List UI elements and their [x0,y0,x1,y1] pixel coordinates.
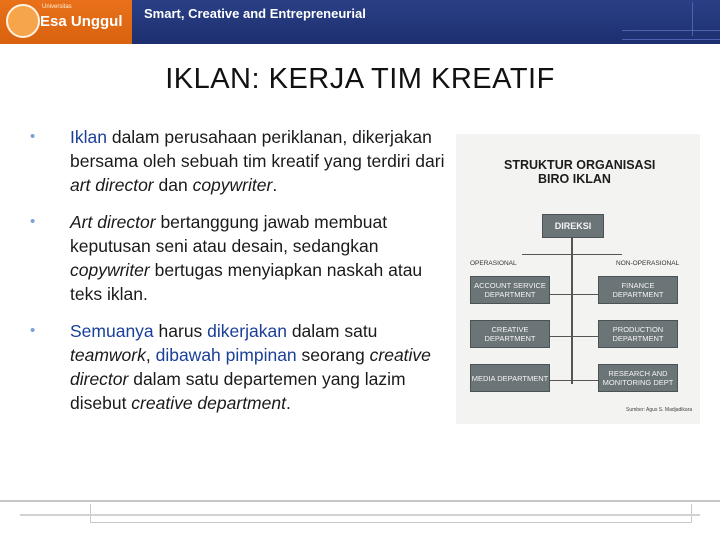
bullet-text-segment: dan [153,175,193,195]
footer-rule-lower [20,514,700,516]
bullet-text-segment: dikerjakan [207,321,287,341]
org-source: Sumber: Agus S. Madjadikara [626,407,693,413]
bullet-text-segment: . [272,175,278,195]
org-chart-title [504,158,655,186]
bullet-item [30,210,450,306]
bullet-text-segment: bertugas menyiapkan naskah atau teks iklan. [70,260,423,304]
org-chart-image [456,134,700,424]
footer-decoration [0,500,720,540]
bullet-text-segment: art director [70,175,154,195]
bullet-text-segment: copywriter [70,260,150,280]
bullet-text-segment: dalam satu [286,321,378,341]
org-title-line2: BIRO IKLAN [538,172,611,186]
bullet-text-segment: creative director [70,345,431,389]
bullet-text-segment: , [145,345,156,365]
org-box-media: MEDIA DEPARTMENT [470,364,550,392]
logo-emblem-icon [6,4,40,38]
bullet-text-segment: teamwork [70,345,146,365]
bullet-text-segment: dibawah pimpinan [155,345,297,365]
org-box-finance: FINANCE DEPARTMENT [598,276,678,304]
bullet-text-segment: seorang [296,345,370,365]
org-box-creative: CREATIVE DEPARTMENT [470,320,550,348]
bullet-item [30,319,450,415]
bullet-dot-icon: • [30,213,36,230]
footer-rule [0,500,720,502]
org-title-line1: STRUKTUR ORGANISASI [504,158,656,172]
bullet-dot-icon: • [30,322,36,339]
bullet-text-segment: harus [153,321,208,341]
org-left-label: OPERASIONAL [470,260,517,267]
header-decoration-lines [622,30,720,40]
bullet-text-segment: dalam perusahaan periklanan, dikerjakan bersama oleh sebuah tim kreatif yang terdiri dari [70,127,445,171]
logo-small-text: Universitas [42,4,72,10]
org-trunk-line [571,236,573,384]
bullet-list [30,125,450,428]
slide-title: IKLAN: KERJA TIM KREATIF [165,63,555,95]
bullet-item [30,125,450,197]
org-box-account: ACCOUNT SERVICE DEPARTMENT [470,276,550,304]
bullet-text-segment: Semuanya [70,321,154,341]
bullet-text-segment: dalam satu departemen yang lazim disebut [70,369,406,413]
tagline-bar [132,0,720,44]
org-branch-line [522,254,622,255]
header-bar [0,0,720,44]
bullet-text-segment: . [285,393,291,413]
bullet-dot-icon: • [30,128,36,145]
bullet-text-segment: bertanggung jawab membuat keputusan seni atau desain, sedangkan [70,212,388,256]
org-box-research: RESEARCH AND MONITORING DEPT [598,364,678,392]
bullet-text-segment: creative department [131,393,286,413]
org-right-label: NON-OPERASIONAL [616,260,680,267]
bullet-text [70,212,422,304]
org-box-production: PRODUCTION DEPARTMENT [598,320,678,348]
bullet-text [70,321,431,413]
bullet-text-segment: Art director [70,212,156,232]
org-box-direksi: DIREKSI [542,214,604,238]
logo-name: Esa Unggul [40,13,123,30]
bullet-text [70,127,445,195]
bullet-text-segment: Iklan [70,127,107,147]
tagline: Smart, Creative and Entrepreneurial [144,6,366,21]
university-logo [0,0,132,44]
bullet-text-segment: copywriter [192,175,273,195]
